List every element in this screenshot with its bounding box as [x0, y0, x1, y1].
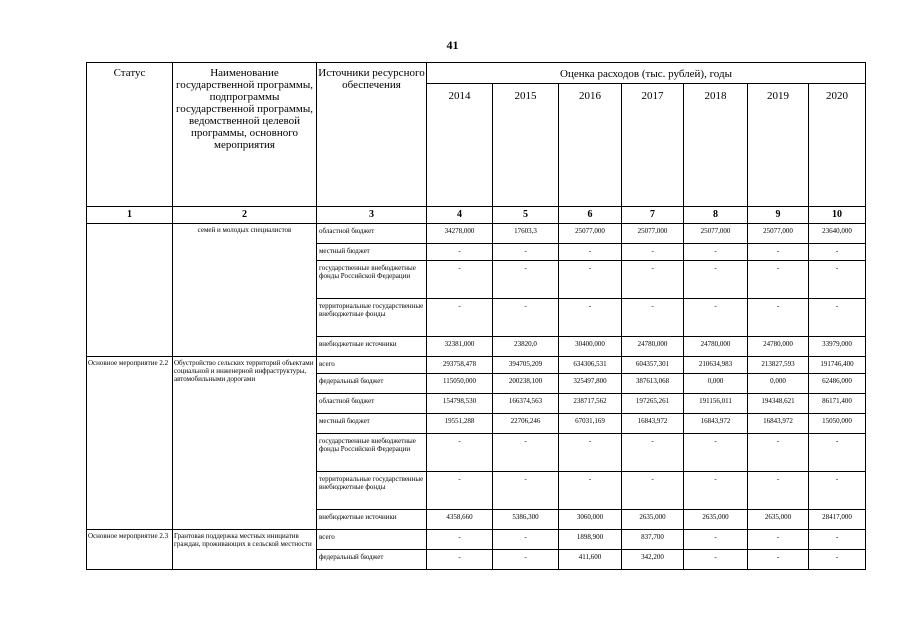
column-number: 4 — [427, 207, 493, 224]
value-cell: - — [493, 472, 559, 510]
value-cell: 62486,000 — [809, 374, 866, 394]
value-cell: - — [622, 472, 684, 510]
value-cell: 0,000 — [748, 374, 809, 394]
column-number: 10 — [809, 207, 866, 224]
page-number: 41 — [446, 38, 459, 52]
column-number: 8 — [684, 207, 748, 224]
value-cell: 25077,000 — [684, 224, 748, 244]
value-cell: 5386,300 — [493, 510, 559, 530]
value-cell: 213827,593 — [748, 357, 809, 374]
name-cell: семей и молодых специалистов — [173, 224, 317, 357]
source-cell: государственные внебюджетные фонды Российской Федерации — [317, 434, 427, 472]
source-cell: областной бюджет — [317, 224, 427, 244]
value-cell: - — [493, 299, 559, 337]
value-cell: 3060,000 — [559, 510, 622, 530]
header-year: 2015 — [493, 84, 559, 207]
value-cell: 394705,209 — [493, 357, 559, 374]
value-cell: 2635,000 — [748, 510, 809, 530]
table-row — [87, 224, 866, 244]
value-cell: 16843,972 — [684, 414, 748, 434]
column-number: 2 — [173, 207, 317, 224]
value-cell: 30400,000 — [559, 337, 622, 357]
value-cell: 634306,531 — [559, 357, 622, 374]
header-name: Наименование государственной программы, подпрограммы государственной программы, ведомственной целевой программы, основного мероприятия — [173, 63, 317, 207]
value-cell: - — [559, 434, 622, 472]
source-cell: территориальные государственные внебюджетные фонды — [317, 472, 427, 510]
value-cell: 604357,301 — [622, 357, 684, 374]
status-cell: Основное мероприятие 2.3 — [87, 530, 173, 570]
header-year: 2016 — [559, 84, 622, 207]
value-cell: - — [427, 530, 493, 550]
value-cell: 23640,000 — [809, 224, 866, 244]
name-cell: Грантовая поддержка местных инициатив граждан, проживающих в сельской местности — [173, 530, 317, 570]
value-cell: 25077,000 — [748, 224, 809, 244]
value-cell: 115050,000 — [427, 374, 493, 394]
value-cell: 67031,169 — [559, 414, 622, 434]
value-cell: 837,700 — [622, 530, 684, 550]
table-row — [87, 530, 866, 550]
value-cell: 17603,3 — [493, 224, 559, 244]
value-cell: - — [427, 472, 493, 510]
value-cell: - — [427, 244, 493, 261]
value-cell: - — [622, 434, 684, 472]
value-cell: 19551,288 — [427, 414, 493, 434]
value-cell: - — [427, 299, 493, 337]
value-cell: 0,000 — [684, 374, 748, 394]
value-cell: 197265,261 — [622, 394, 684, 414]
header-estimate: Оценка расходов (тыс. рублей), годы — [427, 63, 866, 84]
value-cell: - — [809, 550, 866, 570]
value-cell: - — [809, 261, 866, 299]
value-cell: - — [427, 434, 493, 472]
status-cell: Основное мероприятие 2.2 — [87, 357, 173, 530]
value-cell: 325497,800 — [559, 374, 622, 394]
name-cell: Обустройство сельских территорий объектами социальной и инженерной инфраструктуры, автомобильными дорогами — [173, 357, 317, 530]
header-year: 2019 — [748, 84, 809, 207]
value-cell: - — [809, 472, 866, 510]
value-cell: - — [559, 472, 622, 510]
value-cell: 411,600 — [559, 550, 622, 570]
value-cell: 191746,400 — [809, 357, 866, 374]
header-status: Статус — [87, 63, 173, 207]
value-cell: - — [809, 434, 866, 472]
value-cell: - — [427, 550, 493, 570]
column-number: 3 — [317, 207, 427, 224]
value-cell: - — [427, 261, 493, 299]
value-cell: 154798,530 — [427, 394, 493, 414]
value-cell: - — [622, 261, 684, 299]
value-cell: 34278,000 — [427, 224, 493, 244]
source-cell: внебюджетные источники — [317, 337, 427, 357]
value-cell: - — [559, 299, 622, 337]
value-cell: - — [493, 434, 559, 472]
value-cell: 2635,000 — [684, 510, 748, 530]
value-cell: - — [559, 244, 622, 261]
value-cell: 25077,000 — [559, 224, 622, 244]
value-cell: - — [684, 299, 748, 337]
value-cell: - — [748, 244, 809, 261]
value-cell: 210634,983 — [684, 357, 748, 374]
value-cell: - — [622, 244, 684, 261]
source-cell: внебюджетные источники — [317, 510, 427, 530]
budget-table — [86, 62, 866, 570]
source-cell: местный бюджет — [317, 244, 427, 261]
source-cell: государственные внебюджетные фонды Российской Федерации — [317, 261, 427, 299]
value-cell: - — [493, 261, 559, 299]
value-cell: 16843,972 — [748, 414, 809, 434]
value-cell: 86171,400 — [809, 394, 866, 414]
header-source: Источники ресурсного обеспечения — [317, 63, 427, 207]
value-cell: - — [809, 299, 866, 337]
value-cell: - — [809, 530, 866, 550]
value-cell: 32381,000 — [427, 337, 493, 357]
value-cell: - — [684, 530, 748, 550]
source-cell: областной бюджет — [317, 394, 427, 414]
column-number: 6 — [559, 207, 622, 224]
value-cell: - — [684, 434, 748, 472]
source-cell: местный бюджет — [317, 414, 427, 434]
value-cell: 2635,000 — [622, 510, 684, 530]
value-cell: - — [748, 472, 809, 510]
value-cell: 15050,000 — [809, 414, 866, 434]
column-number: 1 — [87, 207, 173, 224]
value-cell: 1898,900 — [559, 530, 622, 550]
column-number: 5 — [493, 207, 559, 224]
source-cell: федеральный бюджет — [317, 550, 427, 570]
value-cell: 238717,562 — [559, 394, 622, 414]
value-cell: - — [493, 244, 559, 261]
value-cell: 16843,972 — [622, 414, 684, 434]
value-cell: - — [684, 472, 748, 510]
value-cell: 22706,246 — [493, 414, 559, 434]
value-cell: 24780,000 — [748, 337, 809, 357]
value-cell: - — [684, 261, 748, 299]
value-cell: - — [559, 261, 622, 299]
value-cell: 33979,000 — [809, 337, 866, 357]
value-cell: 200238,100 — [493, 374, 559, 394]
table-row — [87, 357, 866, 374]
value-cell: 387613,068 — [622, 374, 684, 394]
value-cell: 191156,011 — [684, 394, 748, 414]
value-cell: - — [748, 434, 809, 472]
value-cell: 342,200 — [622, 550, 684, 570]
value-cell: - — [493, 530, 559, 550]
value-cell: 166374,563 — [493, 394, 559, 414]
source-cell: территориальные государственные внебюджетные фонды — [317, 299, 427, 337]
value-cell: 25077,000 — [622, 224, 684, 244]
column-number: 7 — [622, 207, 684, 224]
header-year: 2014 — [427, 84, 493, 207]
value-cell: - — [493, 550, 559, 570]
value-cell: - — [809, 244, 866, 261]
value-cell: 28417,000 — [809, 510, 866, 530]
value-cell: 23820,0 — [493, 337, 559, 357]
value-cell: 194348,621 — [748, 394, 809, 414]
status-cell — [87, 224, 173, 357]
header-year: 2020 — [809, 84, 866, 207]
header-year: 2017 — [622, 84, 684, 207]
value-cell: - — [684, 550, 748, 570]
value-cell: - — [684, 244, 748, 261]
value-cell: 24780,000 — [622, 337, 684, 357]
value-cell: 24780,000 — [684, 337, 748, 357]
source-cell: всего — [317, 530, 427, 550]
value-cell: - — [622, 299, 684, 337]
column-number: 9 — [748, 207, 809, 224]
value-cell: - — [748, 261, 809, 299]
value-cell: 4358,660 — [427, 510, 493, 530]
value-cell: - — [748, 550, 809, 570]
source-cell: всего — [317, 357, 427, 374]
value-cell: - — [748, 530, 809, 550]
header-year: 2018 — [684, 84, 748, 207]
table-body — [87, 224, 866, 570]
source-cell: федеральный бюджет — [317, 374, 427, 394]
value-cell: - — [748, 299, 809, 337]
value-cell: 293758,478 — [427, 357, 493, 374]
